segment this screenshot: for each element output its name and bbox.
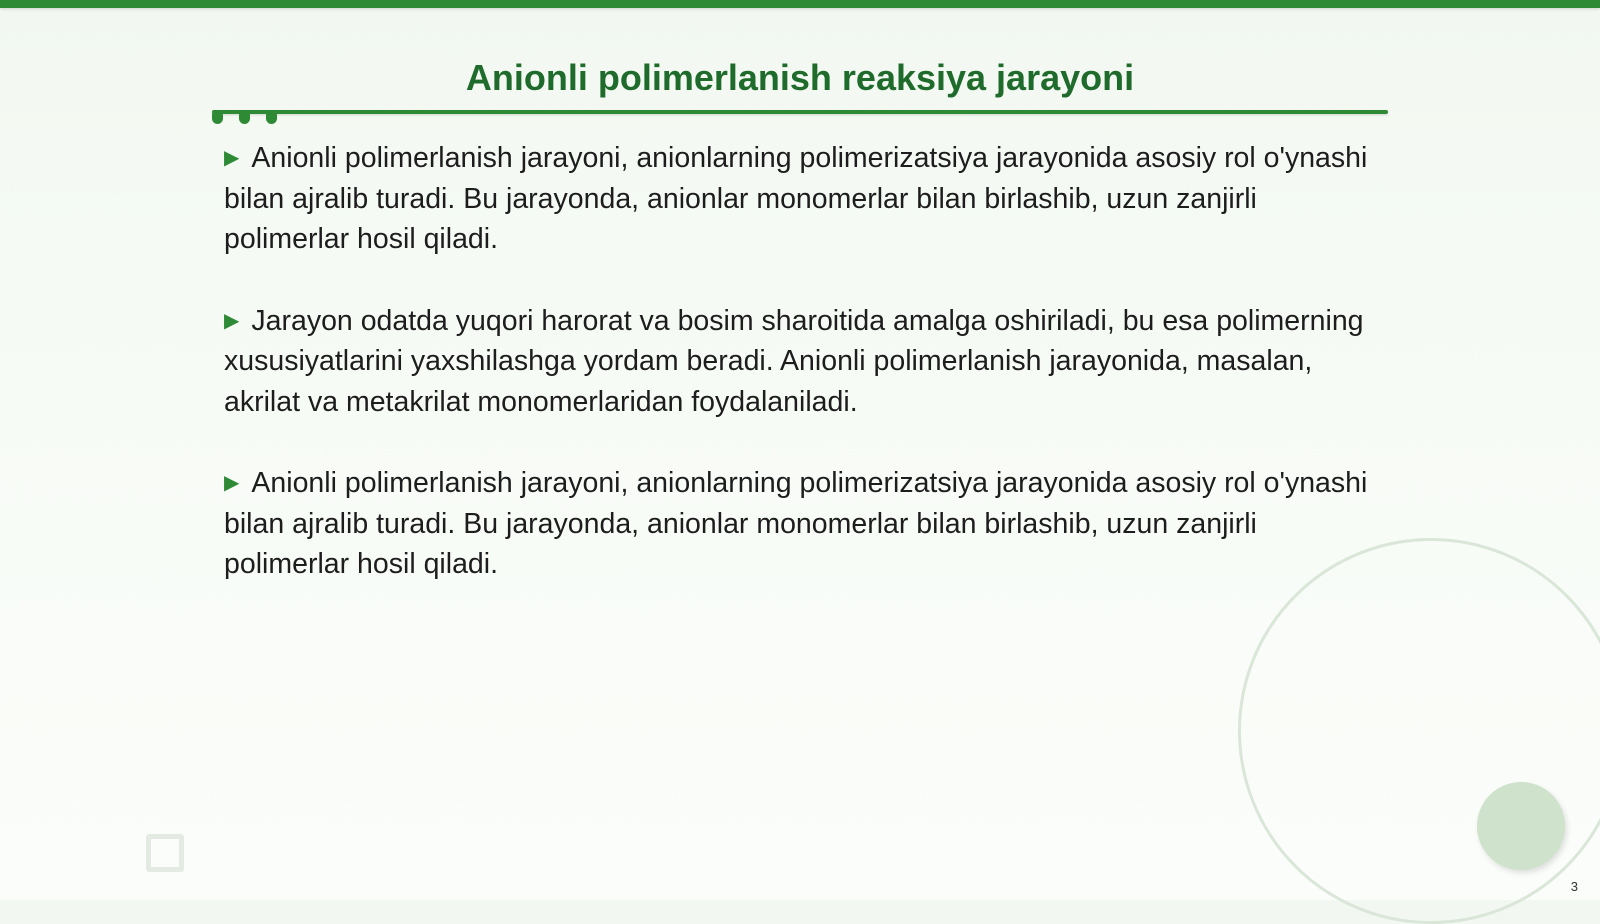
title-underline xyxy=(212,110,1388,114)
decorative-dot xyxy=(266,112,277,124)
bullet-paragraph-3 xyxy=(224,463,1374,585)
slide-body xyxy=(224,138,1374,626)
decorative-circle-filled xyxy=(1477,782,1565,870)
bullet-arrow-icon: ▶ xyxy=(224,147,240,169)
decorative-dot xyxy=(239,112,250,124)
bullet-text-3: Anionli polimerlanish jarayoni, anionlarning polimerizatsiya jarayonida asosiy rol o'ynashi bilan ajralib turadi. Bu jarayonda, anionlar monomerlar bilan birlashib, uzun zanjirli polimerlar hosil qiladi. xyxy=(224,467,1368,580)
bullet-text-2: Jarayon odatda yuqori harorat va bosim sharoitida amalga oshiriladi, bu esa polimerning xususiyatlarini yaxshilashga yordam beradi. Anionli polimerlanish jarayonida, masalan, akrilat va metakrilat monomerlaridan foydalaniladi. xyxy=(224,304,1364,418)
decorative-square-outline xyxy=(146,834,184,872)
decorative-dot xyxy=(212,112,223,124)
page-number: 3 xyxy=(1570,879,1578,894)
bullet-arrow-icon: ▶ xyxy=(224,472,240,494)
decorative-circle-outline xyxy=(1238,538,1600,924)
bullet-arrow-icon: ▶ xyxy=(224,309,240,332)
bullet-paragraph-1 xyxy=(224,138,1374,260)
top-accent-bar xyxy=(0,0,1600,8)
slide-title: Anionli polimerlanish reaksiya jarayoni xyxy=(465,57,1135,98)
bullet-paragraph-2 xyxy=(224,301,1374,423)
bullet-text-1: Anionli polimerlanish jarayoni, anionlarning polimerizatsiya jarayonida asosiy rol o'ynashi bilan ajralib turadi. Bu jarayonda, anionlar monomerlar bilan birlashib, uzun zanjirli polimerlar hosil qiladi. xyxy=(224,142,1368,255)
